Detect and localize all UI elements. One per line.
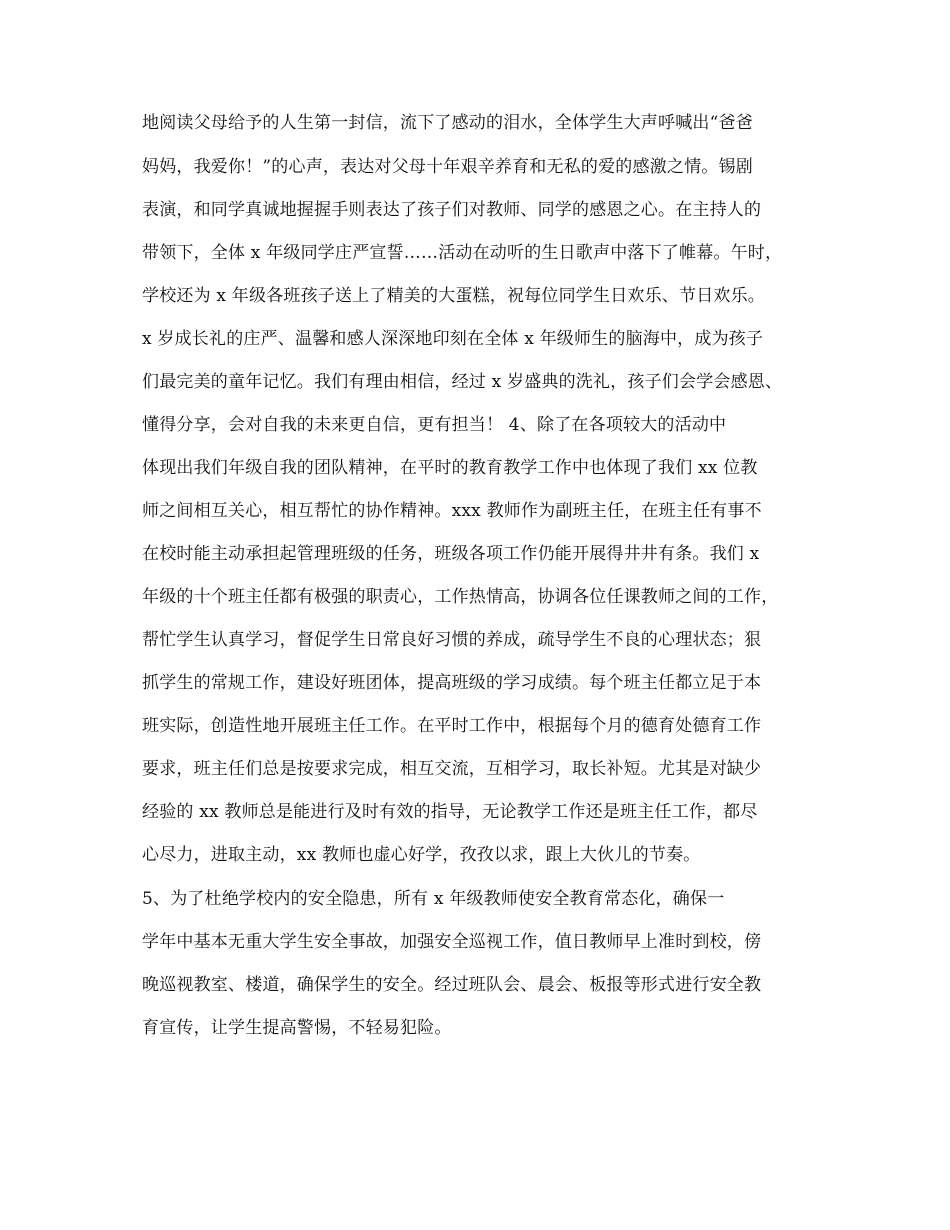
text-line: 体现出我们年级自我的团队精神，在平时的教育教学工作中也体现了我们 xx 位教 [142,458,758,478]
text-line: 心尽力，进取主动，xx 教师也虚心好学，孜孜以求，跟上大伙儿的节奏。 [142,845,701,865]
text-line: 懂得分享，会对自我的未来更自信，更有担当！ 4、除了在各项较大的活动中 [142,415,727,435]
text-line: 在校时能主动承担起管理班级的任务，班级各项工作仍能开展得井井有条。我们 x [142,544,760,564]
text-line: 要求，班主任们总是按要求完成，相互交流，互相学习，取长补短。尤其是对缺少 [142,759,762,779]
text-line: 班实际，创造性地开展班主任工作。在平时工作中，根据每个月的德育处德育工作 [142,716,762,736]
text-line: 学校还为 x 年级各班孩子送上了精美的大蛋糕，祝每位同学生日欢乐、节日欢乐。 [142,286,765,306]
text-line: 帮忙学生认真学习，督促学生日常良好习惯的养成，疏导学生不良的心理状态；狠 [142,630,762,650]
text-line: 抓学生的常规工作，建设好班团体，提高班级的学习成绩。每个班主任都立足于本 [142,673,762,693]
text-line: 晚巡视教室、楼道，确保学生的安全。经过班队会、晨会、板报等形式进行安全教 [142,975,762,995]
text-line: x 岁成长礼的庄严、温馨和感人深深地印刻在全体 x 年级师生的脑海中，成为孩子 [142,329,764,349]
text-line: 带领下，全体 x 年级同学庄严宣誓……活动在动听的生日歌声中落下了帷幕。午时， [142,243,783,263]
text-line: 妈妈，我爱你！”的心声，表达对父母十年艰辛养育和无私的爱的感激之情。锡剧 [142,157,753,177]
text-line: 地阅读父母给予的人生第一封信，流下了感动的泪水，全体学生大声呼喊出“爸爸 [142,113,753,133]
text-line: 表演，和同学真诚地握握手则表达了孩子们对教师、同学的感恩之心。在主持人的 [142,200,762,220]
text-line: 5、为了杜绝学校内的安全隐患，所有 x 年级教师使安全教育常态化，确保一 [142,889,725,909]
text-line: 经验的 xx 教师总是能进行及时有效的指导，无论教学工作还是班主任工作，都尽 [142,802,758,822]
text-line: 育宣传，让学生提高警惕，不轻易犯险。 [142,1018,452,1038]
text-line: 们最完美的童年记忆。我们有理由相信，经过 x 岁盛典的洗礼，孩子们会学会感恩、 [142,372,783,392]
text-line: 年级的十个班主任都有极强的职责心，工作热情高，协调各位任课教师之间的工作， [142,587,779,607]
text-line: 学年中基本无重大学生安全事故，加强安全巡视工作，值日教师早上准时到校，傍 [142,932,762,952]
text-line: 师之间相互关心，相互帮忙的协作精神。xxx 教师作为副班主任，在班主任有事不 [142,501,762,521]
